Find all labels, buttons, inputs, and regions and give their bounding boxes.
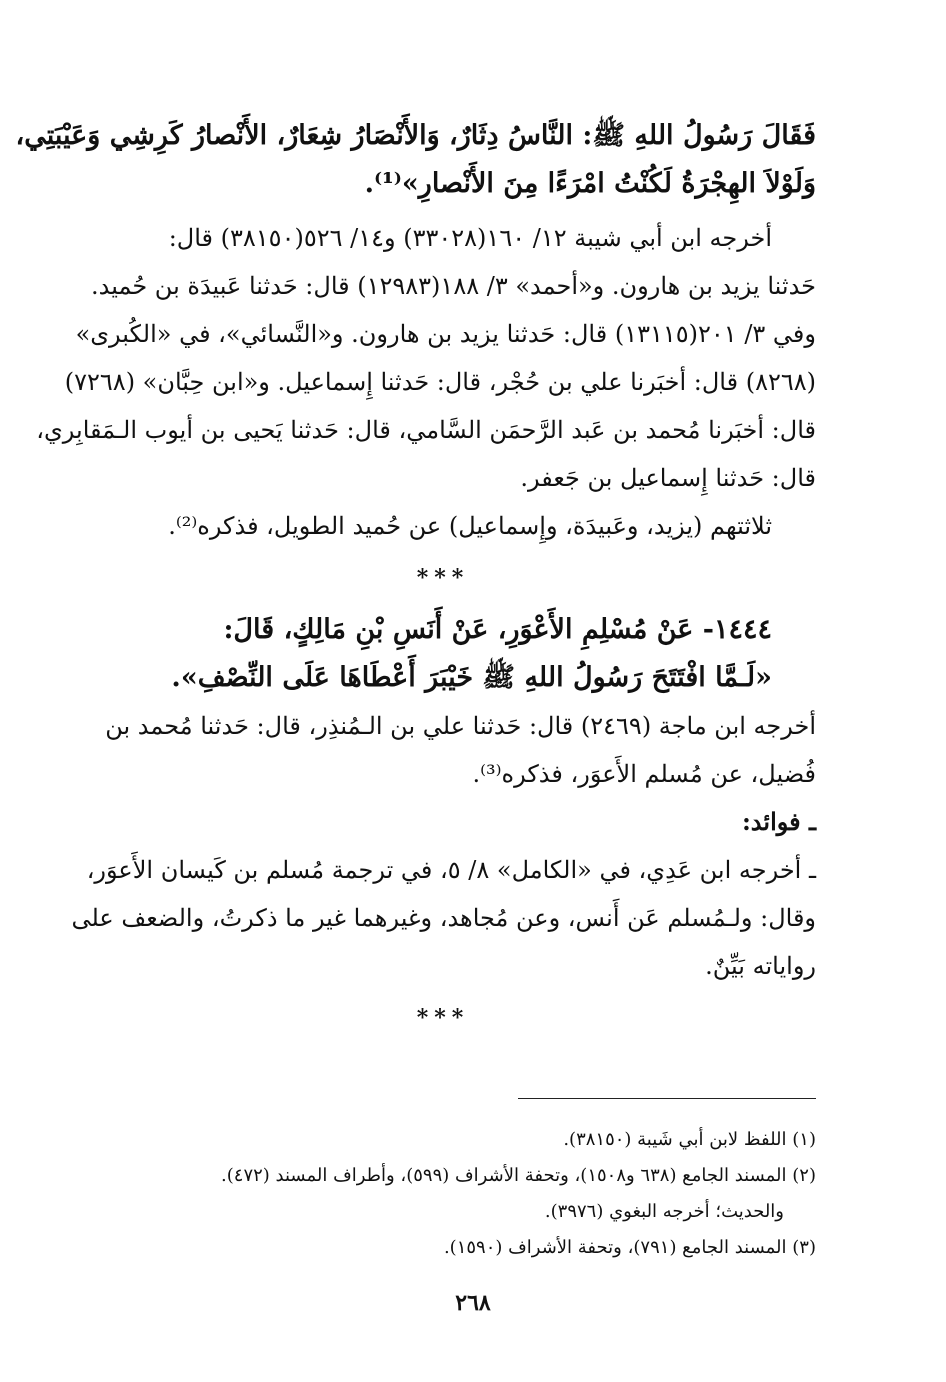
hadith-text-line: فَقَالَ رَسُولُ اللهِ ﷺ: النَّاسُ دِثَارٌ، وَالأَنْصَارُ شِعَارٌ، الأَنْصارُ كَرِشِي وَعَيْبَتِي، xyxy=(15,120,816,151)
takhrij-line: أخرجه ابن أبي شيبة ١٢/ ١٦٠(٣٣٠٢٨) و١٤/ ٥٢٦(٣٨١٥٠) قال: xyxy=(168,224,772,252)
hadith-text-line: وَلَوْلاَ الهِجْرَةُ لَكُنْتُ امْرَءًا مِنَ الأَنْصارِ»⁽¹⁾. xyxy=(364,168,816,199)
takhrij-line: فُضيل، عن مُسلم الأَعوَر، فذكره⁽³⁾. xyxy=(472,760,816,788)
footnotes xyxy=(70,1122,816,1266)
section-separator: *** xyxy=(416,565,470,591)
page-number: ٢٦٨ xyxy=(455,1290,491,1316)
page-body xyxy=(15,112,816,1046)
takhrij-line: (٨٢٦٨) قال: أخبَرنا علي بن حُجْر، قال: حَدثنا إِسماعيل. و«ابن حِبَّان» (٧٢٦٨) xyxy=(64,368,816,396)
isnad-summary-line: ثلاثتهم (يزيد، وعَبيدَة، وإِسماعيل) عن حُميد الطويل، فذكره⁽²⁾. xyxy=(168,512,772,540)
fawaid-heading: ـ فوائد: xyxy=(741,807,816,836)
footnote: (٣) المسند الجامع (٧٩١)، وتحفة الأشراف (١٥٩٠). xyxy=(443,1237,816,1258)
takhrij-line: أخرجه ابن ماجة (٢٤٦٩) قال: حَدثنا علي بن الـمُنذِر، قال: حَدثنا مُحمد بن xyxy=(105,712,816,740)
footnote-divider xyxy=(518,1098,816,1099)
footnote-continuation: والحديث؛ أخرجه البغوي (٣٩٧٦). xyxy=(544,1201,784,1222)
fawaid-line: وقال: ولـمُسلم عَن أَنس، وعن مُجاهد، وغيرهما غير ما ذكرتُ، والضعف على xyxy=(71,904,816,932)
footnote: (١) اللفظ لابن أبي شَيبة (٣٨١٥٠). xyxy=(563,1129,816,1150)
fawaid-line: ـ أخرجه ابن عَدِي، في «الكامل» ٨/ ٥، في ترجمة مُسلم بن كَيسان الأَعوَر، xyxy=(86,856,816,884)
takhrij-line: قال: حَدثنا إِسماعيل بن جَعفر. xyxy=(520,464,816,492)
takhrij-line: وفي ٣/ ٢٠١(١٣١١٥) قال: حَدثنا يزيد بن هارون. و«النَّسائي»، في «الكُبرى» xyxy=(75,320,816,348)
takhrij-line: حَدثنا يزيد بن هارون. و«أحمد» ٣/ ١٨٨(١٢٩٨٣) قال: حَدثنا عَبيدَة بن حُميد. xyxy=(91,272,816,300)
hadith-text-line: «لَـمَّا افْتَتَحَ رَسُولُ اللهِ ﷺ خَيْبَرَ أَعْطَاهَا عَلَى النِّصْفِ». xyxy=(171,662,772,693)
fawaid-line: رواياته بَيِّنٌ. xyxy=(705,952,816,980)
footnote: (٢) المسند الجامع (٦٣٨ و١٥٠٨)، وتحفة الأشراف (٥٩٩)، وأطراف المسند (٤٧٢). xyxy=(221,1165,816,1186)
hadith-number-line: ١٤٤٤- عَنْ مُسْلِمِ الأَعْوَرِ، عَنْ أَنَسِ بْنِ مَالِكٍ، قَالَ: xyxy=(223,614,772,645)
takhrij-line: قال: أخبَرنا مُحمد بن عَبد الرَّحمَن السَّامي، قال: حَدثنا يَحيى بن أيوب الـمَقابِري، xyxy=(36,416,816,444)
section-separator: *** xyxy=(416,1005,470,1031)
